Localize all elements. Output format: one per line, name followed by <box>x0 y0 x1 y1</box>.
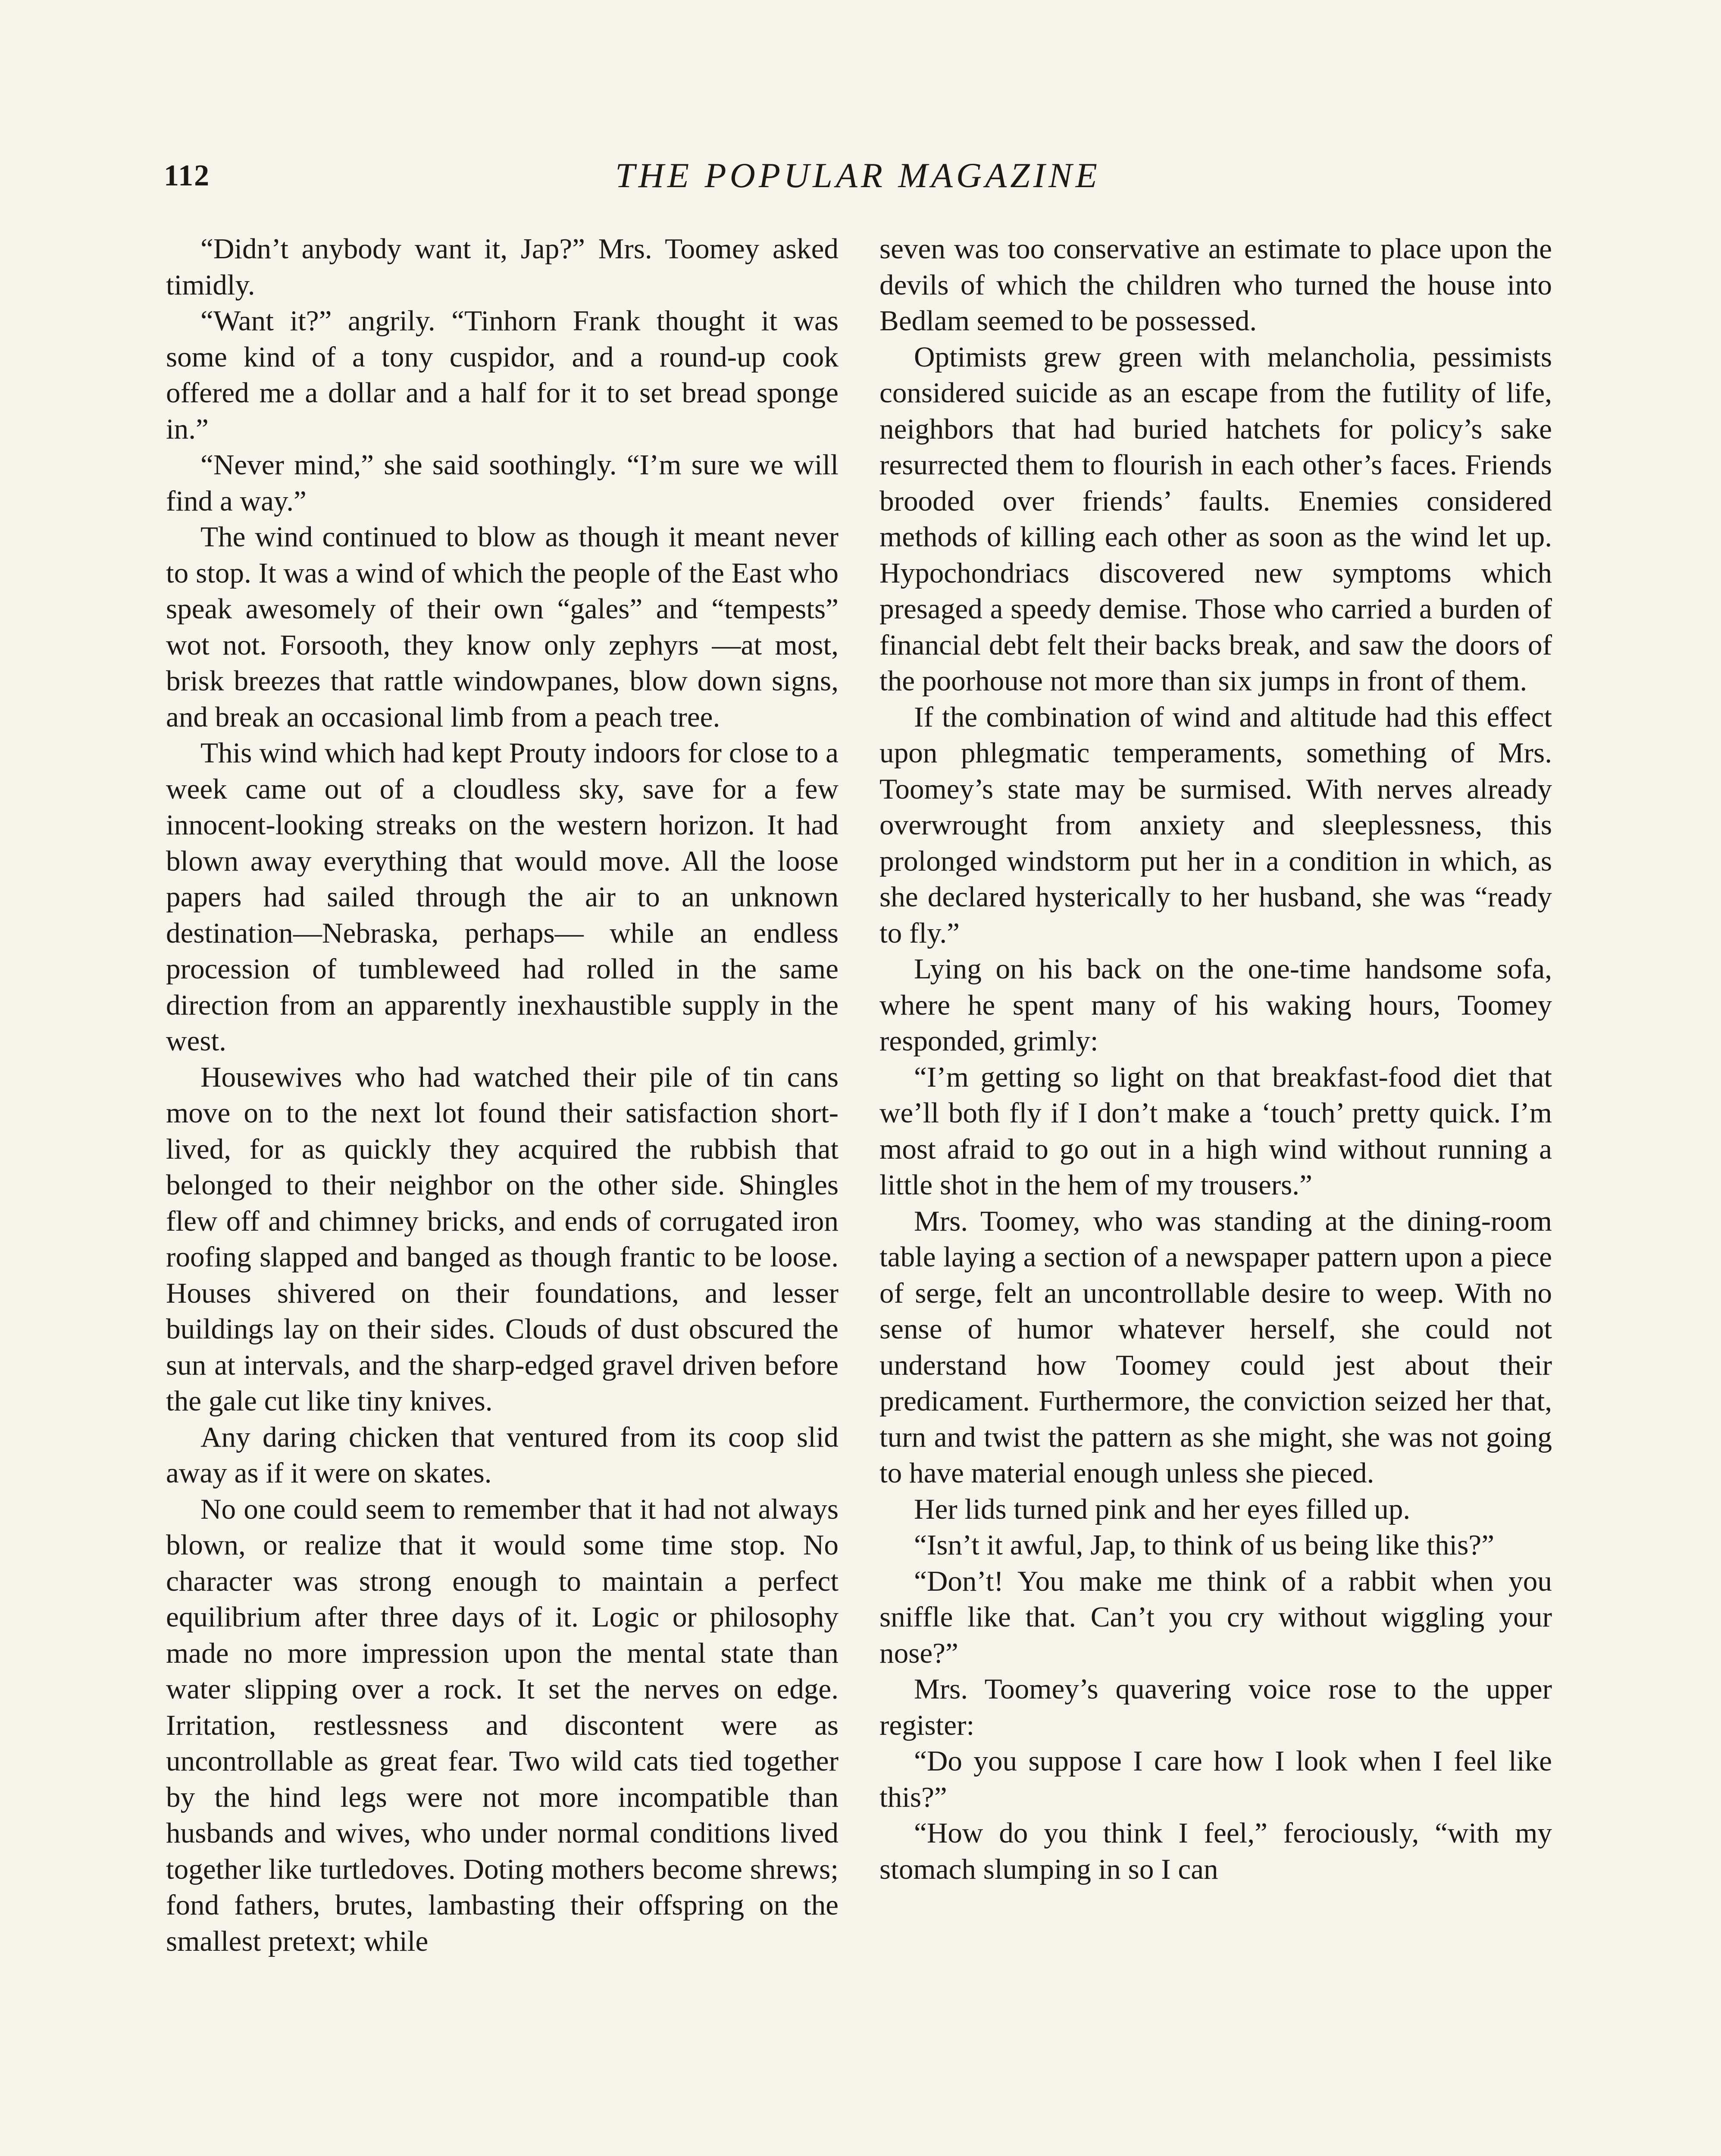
paragraph: Housewives who had watched their pile of tin cans move on to the next lot found their satisfaction short-lived, for as quickly they acquired the rubbish that belonged to their neighbor on the other side. Shingles flew off and chimney bricks, and ends of corrugated iron roofing slapped and banged as though frantic to be loose. Houses shivered on their foundations, and lesser buildings lay on their sides. Clouds of dust obscured the sun at intervals, and the sharp-edged gravel driven before the gale cut like tiny knives. <box>166 1060 839 1417</box>
paragraph: The wind continued to blow as though it meant never to stop. It was a wind of which the people of the East who speak awesomely of their own “gales” and “tempests” wot not. Forsooth, they know only zephyrs —at most, brisk breezes that rattle windowpanes, blow down signs, and break an occasional limb from a peach tree. <box>166 520 839 733</box>
paragraph: Optimists grew green with melancholia, pessimists considered suicide as an escape from the futility of life, neighbors that had buried hatchets for policy’s sake resurrected them to flourish in each other’s faces. Friends brooded over friends’ faults. Enemies considered methods of killing each other as soon as the wind let up. Hypochondriacs discovered new symptoms which presaged a speedy demise. Those who carried a burden of financial debt felt their backs break, and saw the doors of the poorhouse not more than six jumps in front of them. <box>879 340 1552 697</box>
paragraph: “I’m getting so light on that breakfast-food diet that we’ll both fly if I don’t make a ‘touch’ pretty quick. I’m most afraid to go out in a high wind without running a little shot in the hem of my trousers.” <box>879 1060 1552 1201</box>
paragraph: Mrs. Toomey’s quavering voice rose to the upper register: <box>879 1673 1552 1741</box>
paragraph: “Do you suppose I care how I look when I feel like this?” <box>879 1745 1552 1813</box>
paragraph: “Want it?” angrily. “Tinhorn Frank thought it was some kind of a tony cuspidor, and a round-up cook offered me a dollar and a half for it to set bread sponge in.” <box>166 304 839 445</box>
left-column <box>166 231 839 1959</box>
paragraph: If the combination of wind and altitude had this effect upon phlegmatic temperaments, something of Mrs. Toomey’s state may be surmised. With nerves already overwrought from anxiety and sleeplessness, this prolonged windstorm put her in a condition in which, as she declared hysterically to her husband, she was “ready to fly.” <box>879 700 1552 949</box>
magazine-title: THE POPULAR MAGAZINE <box>615 156 1101 195</box>
paragraph: This wind which had kept Prouty indoors for close to a week came out of a cloudless sky, save for a few innocent-looking streaks on the western horizon. It had blown away everything that would move. All the loose papers had sailed through the air to an unknown destination—Nebraska, perhaps— while an endless procession of tumbleweed had rolled in the same direction from an apparently inexhaustible supply in the west. <box>166 736 839 1057</box>
right-column <box>879 231 1552 1887</box>
paragraph-continued: seven was too conservative an estimate to place upon the devils of which the children who turned the house into Bedlam seemed to be possessed. <box>879 232 1552 337</box>
paragraph: Mrs. Toomey, who was standing at the dining-room table laying a section of a newspaper pattern upon a piece of serge, felt an uncontrollable desire to weep. With no sense of humor whatever herself, she could not understand how Toomey could jest about their predicament. Furthermore, the conviction seized her that, turn and twist the pattern as she might, she was not going to have material enough unless she pieced. <box>879 1204 1552 1489</box>
paragraph: “Isn’t it awful, Jap, to think of us being like this?” <box>914 1529 1495 1561</box>
paragraph: “Didn’t anybody want it, Jap?” Mrs. Toomey asked timidly. <box>166 232 839 301</box>
paragraph: “How do you think I feel,” ferociously, “with my stomach slumping in so I can <box>879 1817 1552 1885</box>
page-number: 112 <box>164 159 210 192</box>
paragraph: “Never mind,” she said soothingly. “I’m sure we will find a way.” <box>166 448 839 517</box>
paragraph: Her lids turned pink and her eyes filled up. <box>914 1492 1411 1525</box>
paragraph: No one could seem to remember that it had not always blown, or realize that it would some time stop. No character was strong enough to maintain a perfect equilibrium after three days of it. Logic or philosophy made no more impression upon the mental state than water slipping over a rock. It set the nerves on edge. Irritation, restlessness and discontent were as uncontrollable as great fear. Two wild cats tied together by the hind legs were not more incompatible than husbands and wives, who under normal conditions lived together like turtledoves. Doting mothers become shrews; fond fathers, brutes, lambasting their offspring on the smallest pretext; while <box>166 1492 839 1957</box>
paragraph: Any daring chicken that ventured from its coop slid away as if it were on skates. <box>166 1420 839 1489</box>
paragraph: “Don’t! You make me think of a rabbit when you sniffle like that. Can’t you cry without wiggling your nose?” <box>879 1564 1552 1669</box>
page-header <box>155 155 1561 203</box>
paragraph: Lying on his back on the one-time handsome sofa, where he spent many of his waking hours, Toomey responded, grimly: <box>879 953 1552 1057</box>
